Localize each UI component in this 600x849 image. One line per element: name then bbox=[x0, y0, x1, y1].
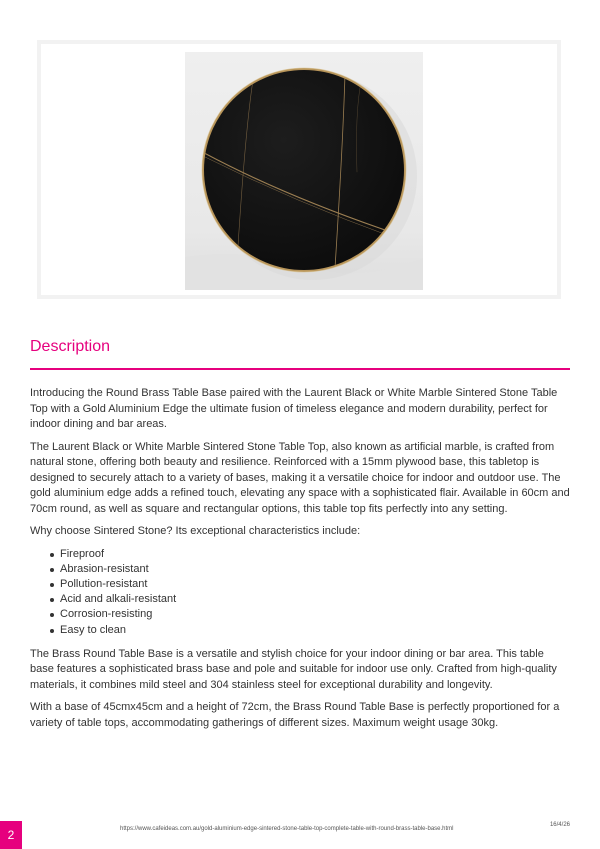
list-item: Easy to clean bbox=[60, 623, 570, 638]
list-item: Corrosion-resisting bbox=[60, 607, 570, 622]
description-heading: Description bbox=[30, 338, 111, 355]
dimensions-paragraph: With a base of 45cmx45cm and a height of 72cm, the Brass Round Table Base is perfectly proportioned for a variety of table tops, accommodating gatherings of different sizes. Maximum weight usage 30kg. bbox=[30, 701, 560, 729]
table-base-paragraph: The Brass Round Table Base is a versatile and stylish choice for your indoor dining or bar area. This table base features a sophisticated brass base and pole and suitable for indoor use only. Crafted from high-quality materials, it combines mild steel and 304 stainless steel for exceptional durability and longevity. bbox=[30, 647, 557, 691]
product-image-panel bbox=[41, 44, 557, 295]
page-number: 2 bbox=[0, 821, 22, 849]
characteristics-intro: Why choose Sintered Stone? Its exceptional characteristics include: bbox=[30, 525, 361, 537]
tabletop-paragraph: The Laurent Black or White Marble Sintered Stone Table Top, also known as artificial marble, is crafted from natural stone, offering both beauty and resilience. Reinforced with a 15mm plywood base, this tabletop is designed to securely attach to a variety of bases, making it a versatile choice for indoor and outdoor use. The gold aluminium edge adds a refined touch, elevating any space with a sophisticated flair. Available in 60cm and 70cm round, as well as square and rectangular options, this table top fits perfectly into any setting. bbox=[30, 440, 570, 515]
footer-date: 16/4/26 bbox=[549, 822, 570, 828]
list-item: Pollution-resistant bbox=[60, 577, 570, 592]
product-image-frame bbox=[37, 40, 561, 299]
feature-list bbox=[30, 547, 570, 638]
intro-paragraph: Introducing the Round Brass Table Base paired with the Laurent Black or White Marble Sintered Stone Table Top with a Gold Aluminium Edge the ultimate fusion of timeless elegance and modern durability, perfect for indoor dining and bar areas. bbox=[30, 387, 558, 430]
heading-divider bbox=[30, 368, 570, 370]
description-body bbox=[30, 386, 570, 738]
list-item: Fireproof bbox=[60, 547, 570, 562]
list-item: Acid and alkali-resistant bbox=[60, 592, 570, 607]
footer-url[interactable]: https://www.cafeideas.com.au/gold-aluminium-edge-sintered-stone-table-top-complete-table-with-round-brass-table-base.html bbox=[120, 826, 454, 832]
product-photo bbox=[185, 52, 423, 290]
list-item: Abrasion-resistant bbox=[60, 562, 570, 577]
